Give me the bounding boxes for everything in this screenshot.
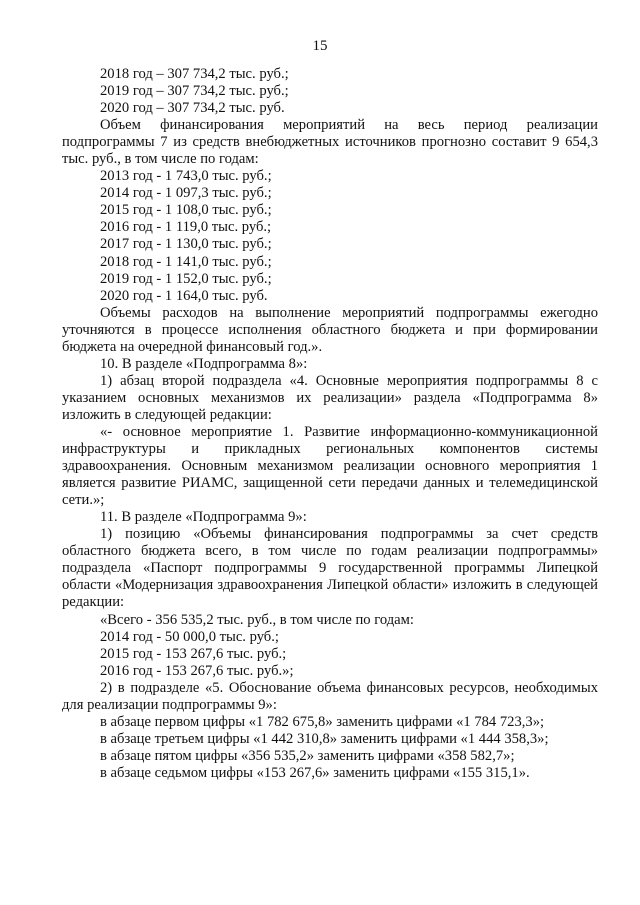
paragraph-expense-clarification: Объемы расходов на выполнение мероприятий подпрограммы ежегодно уточняются в процессе исполнения областного бюджета и при формировании бюджета на очередной финансовый год.». <box>62 304 598 355</box>
paragraph-main-activity-1: «- основное мероприятие 1. Развитие информационно-коммуникационной инфраструктуры и прикладных региональных компонентов системы здравоохранения. Основным механизмом реализации основного мероприятия 1 является развитие РИАМС, защищенной сети передачи данных и телемедицинской сети.»; <box>62 423 598 509</box>
paragraph-section-11-heading: 11. В разделе «Подпрограмма 9»: <box>100 509 307 526</box>
paragraph-year-2019: 2019 год - 1 152,0 тыс. руб.; <box>100 270 272 287</box>
paragraph-year-2020: 2020 год - 1 164,0 тыс. руб. <box>100 287 268 304</box>
paragraph-sub9-year-2015: 2015 год - 153 267,6 тыс. руб.; <box>100 645 287 662</box>
paragraph-year-2015: 2015 год - 1 108,0 тыс. руб.; <box>100 202 272 219</box>
paragraph-year-2014: 2014 год - 1 097,3 тыс. руб.; <box>100 185 272 202</box>
paragraph-section-11-item-2: 2) в подразделе «5. Обоснование объема финансовых ресурсов, необходимых для реализации подпрограммы 9»: <box>62 679 598 713</box>
paragraph-section-10-heading: 10. В разделе «Подпрограмма 8»: <box>100 355 308 372</box>
paragraph-year-2017: 2017 год - 1 130,0 тыс. руб.; <box>100 236 272 253</box>
paragraph-year-2020-regional: 2020 год – 307 734,2 тыс. руб. <box>100 100 285 117</box>
paragraph-sub9-year-2016: 2016 год - 153 267,6 тыс. руб.»; <box>100 662 294 679</box>
paragraph-year-2018: 2018 год - 1 141,0 тыс. руб.; <box>100 253 272 270</box>
paragraph-replace-first: в абзаце первом цифры «1 782 675,8» заменить цифрами «1 784 723,3»; <box>100 713 545 730</box>
paragraph-replace-third: в абзаце третьем цифры «1 442 310,8» заменить цифрами «1 444 358,3»; <box>100 730 549 747</box>
paragraph-sub9-year-2014: 2014 год - 50 000,0 тыс. руб.; <box>100 628 279 645</box>
paragraph-total-funding: «Всего - 356 535,2 тыс. руб., в том числе по годам: <box>100 611 414 628</box>
paragraph-replace-fifth: в абзаце пятом цифры «356 535,2» заменить цифрами «358 582,7»; <box>100 747 515 764</box>
paragraph-year-2019-regional: 2019 год – 307 734,2 тыс. руб.; <box>100 83 289 100</box>
paragraph-extrabudgetary-funding: Объем финансирования мероприятий на весь период реализации подпрограммы 7 из средств внебюджетных источников прогнозно составит 9 654,3 тыс. руб., в том числе по годам: <box>62 117 598 168</box>
paragraph-section-11-item-1: 1) позицию «Объемы финансирования подпрограммы за счет средств областного бюджета всего, в том числе по годам реализации подпрограммы» подраздела «Паспорт подпрограммы 9 государственной программы Липецкой области «Модернизация здравоохранения Липецкой области» изложить в следующей редакции: <box>62 526 598 611</box>
paragraph-replace-seventh: в абзаце седьмом цифры «153 267,6» заменить цифрами «155 315,1». <box>100 764 530 781</box>
paragraph-year-2016: 2016 год - 1 119,0 тыс. руб.; <box>100 219 272 236</box>
paragraph-section-10-item-1: 1) абзац второй подраздела «4. Основные мероприятия подпрограммы 8 с указанием основных механизмов их реализации» раздела «Подпрограмма 8» изложить в следующей редакции: <box>62 372 598 423</box>
page-number: 15 <box>312 38 328 54</box>
document-body <box>62 66 598 782</box>
paragraph-year-2013: 2013 год - 1 743,0 тыс. руб.; <box>100 168 272 185</box>
paragraph-year-2018-regional: 2018 год – 307 734,2 тыс. руб.; <box>100 66 289 82</box>
